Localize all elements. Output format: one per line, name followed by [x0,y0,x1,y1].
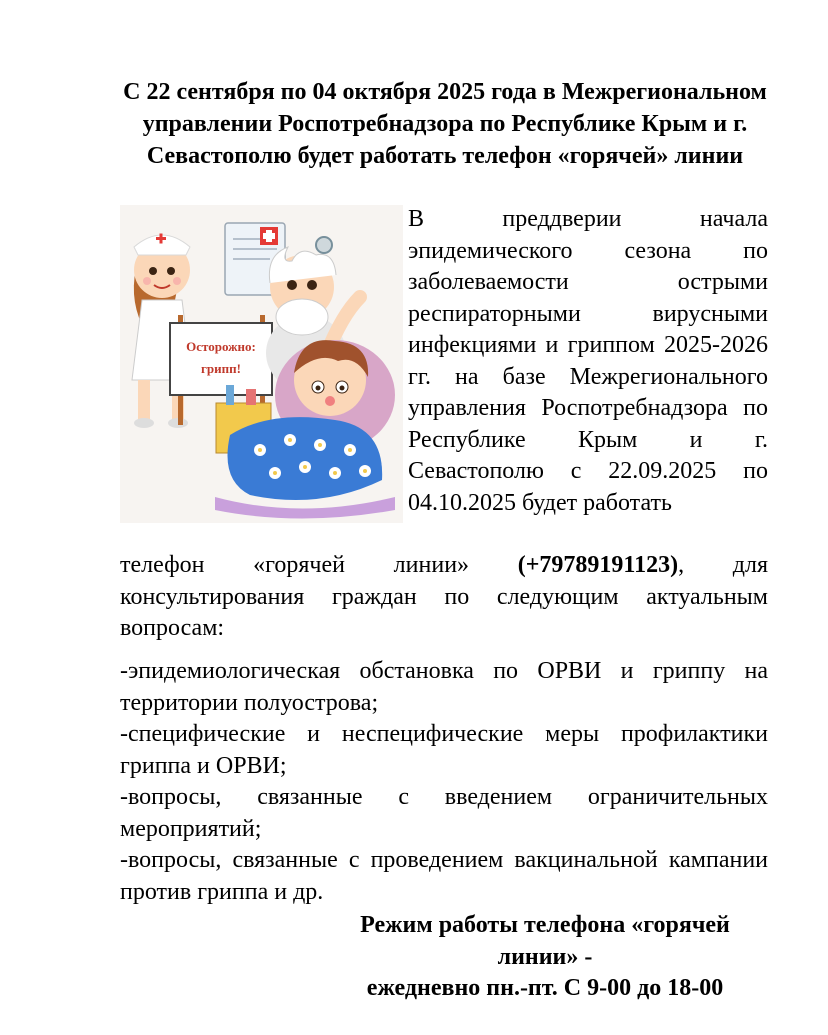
working-hours-schedule: ежедневно пн.-пт. С 9-00 до 18-00 [366,975,724,1001]
list-item: -эпидемиологическая обстановка по ОРВИ и гриппу на территории полуострова; [120,658,768,716]
page-title: С 22 сентября по 04 октября 2025 года в Межрегиональном управлении Роспотребнадзора по Республике Крым и г. Севастополю будет работать телефон «горячей» линии [123,79,767,169]
topics-list [120,656,768,908]
sign-text-line1: Осторожно: [186,339,256,354]
hotline-label: телефон «горячей линии» [120,552,518,578]
working-hours [330,910,760,1005]
list-item: -вопросы, связанные с проведением вакцинальной кампании против гриппа и др. [120,847,768,905]
intro-paragraph-continued [120,550,768,645]
list-item: -вопросы, связанные с введением ограничительных мероприятий; [120,784,768,842]
sign-text-line2: грипп! [201,361,241,376]
hotline-phone-number: (+79789191123) [517,552,679,578]
flu-illustration [120,205,403,523]
list-item: -специфические и неспецифические меры профилактики гриппа и ОРВИ; [120,721,768,779]
consultation-text: , для консультирования граждан по следующим актуальным вопросам: [120,552,768,641]
working-hours-heading: Режим работы телефона «горячей линии» - [360,912,730,970]
intro-paragraph: В преддверии начала эпидемического сезона по заболеваемости острыми респираторными вирусными инфекциями и гриппом 2025-2026 гг. на базе Межрегионального управления Роспотребнадзора по Республике Крым и г. Севастополю с 22.09.2025 по 04.10.2025 будет работать [408,206,768,516]
